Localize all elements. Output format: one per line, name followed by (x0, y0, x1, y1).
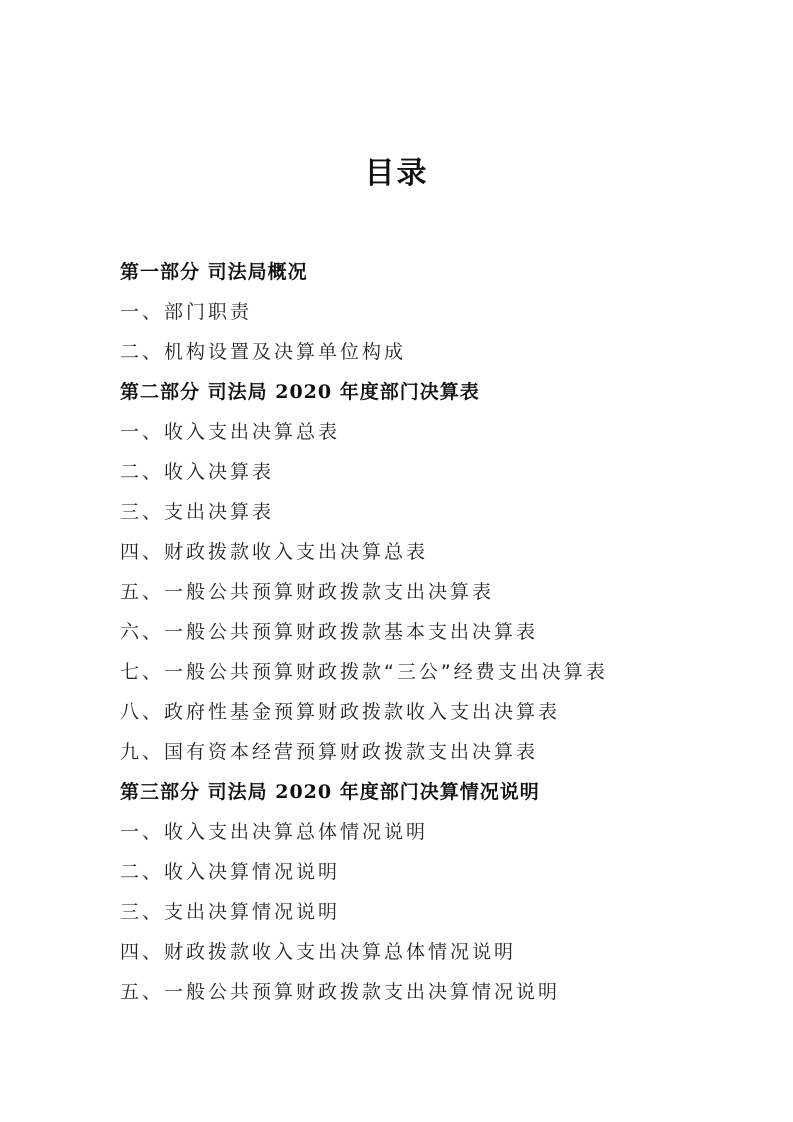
table-of-contents (120, 252, 740, 1012)
toc-item: 三、支出决算情况说明 (120, 901, 341, 923)
toc-item: 六、一般公共预算财政拨款基本支出决算表 (120, 621, 539, 643)
toc-part-1: 第一部分 司法局概况 (120, 261, 308, 283)
toc-item: 二、机构设置及决算单位构成 (120, 341, 407, 363)
toc-item: 三、支出决算表 (120, 501, 275, 523)
toc-item: 四、财政拨款收入支出决算总体情况说明 (120, 941, 517, 963)
page-title: 目录 (364, 156, 429, 191)
toc-part-3: 第三部分 司法局 2020 年度部门决算情况说明 (120, 781, 540, 803)
toc-item: 四、财政拨款收入支出决算总表 (120, 541, 429, 563)
toc-item: 一、部门职责 (120, 301, 253, 323)
toc-item: 二、收入决算情况说明 (120, 861, 341, 883)
toc-item: 一、收入支出决算总体情况说明 (120, 821, 429, 843)
toc-item: 五、一般公共预算财政拨款支出决算情况说明 (120, 981, 561, 1003)
toc-item: 二、收入决算表 (120, 461, 275, 483)
toc-item: 九、国有资本经营预算财政拨款支出决算表 (120, 741, 539, 763)
toc-item: 一、收入支出决算总表 (120, 421, 341, 443)
toc-item: 五、一般公共预算财政拨款支出决算表 (120, 581, 495, 603)
toc-item: 八、政府性基金预算财政拨款收入支出决算表 (120, 701, 561, 723)
toc-part-2: 第二部分 司法局 2020 年度部门决算表 (120, 381, 480, 403)
toc-item: 七、一般公共预算财政拨款“三公”经费支出决算表 (120, 661, 608, 683)
